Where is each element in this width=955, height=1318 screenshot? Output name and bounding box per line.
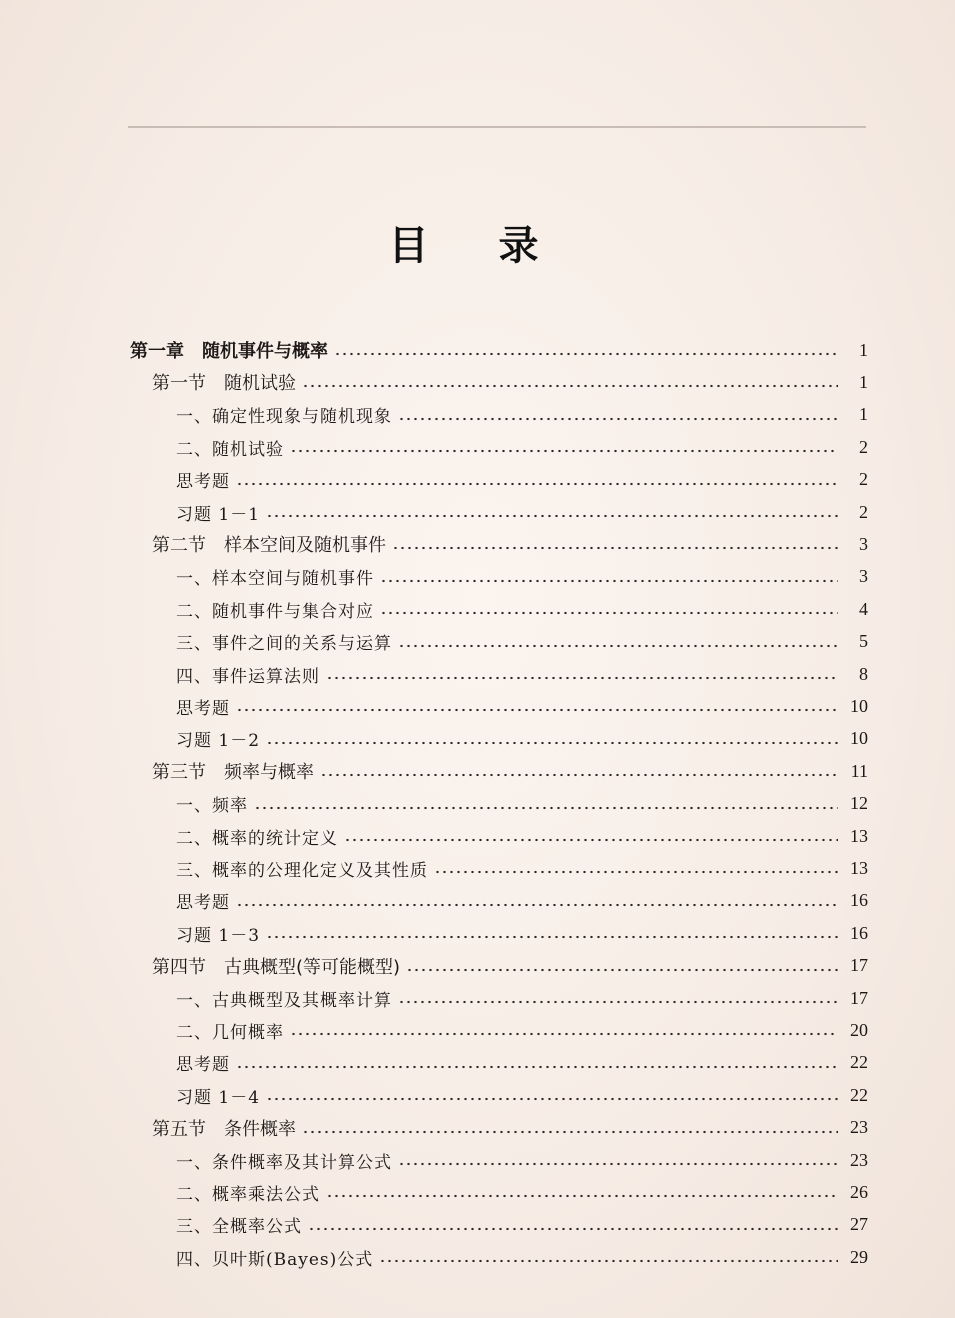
toc-entry-label: 一、频率 [176,796,248,817]
toc-entry-page: 23 [850,1117,868,1138]
toc-entry [130,1209,868,1241]
toc-entry-page: 3 [859,533,868,554]
toc-entry-page: 1 [859,404,868,425]
dot-leader [380,579,838,583]
toc-entry [130,626,868,658]
toc-entry [130,464,868,496]
toc-entry [130,1047,868,1079]
toc-entry-label: 四、贝叶斯(Bayes)公式 [176,1249,374,1270]
toc-entry [130,399,868,431]
toc-entry [130,334,868,366]
dot-leader [266,514,838,518]
toc-entry-page: 22 [850,1052,868,1073]
dot-leader [406,968,838,972]
toc-entry-page: 13 [850,825,868,846]
toc-entry-page: 20 [850,1019,868,1040]
toc-entry-page: 2 [859,501,868,522]
toc-entry-label: 二、概率乘法公式 [176,1184,320,1205]
toc-entry-label: 三、事件之间的关系与运算 [176,634,392,655]
dot-leader [236,1065,838,1069]
toc-entry [130,982,868,1014]
toc-entry-label: 三、全概率公式 [176,1217,302,1238]
dot-leader [398,1000,838,1004]
toc-entry-page: 10 [850,695,868,716]
toc-entry-label: 四、事件运算法则 [176,666,320,687]
toc-title: 目 录 [388,223,567,269]
toc-entry-label: 第五节 条件概率 [152,1118,296,1140]
toc-entry-page: 2 [859,469,868,490]
toc-entry-page: 5 [859,631,868,652]
dot-leader [434,870,838,874]
dot-leader [302,1130,838,1134]
toc-entry [130,1079,868,1111]
toc-entry-label: 三、概率的公理化定义及其性质 [176,860,428,881]
toc-entry-page: 3 [859,566,868,587]
toc-entry-page: 13 [850,857,868,878]
toc-entry [130,561,868,593]
toc-entry-page: 8 [859,663,868,684]
toc-entry-label: 第一节 随机试验 [152,373,296,395]
toc-entry-page: 22 [850,1084,868,1105]
toc-entry [130,496,868,528]
toc-entry [130,1144,868,1176]
toc-entry-page: 17 [850,955,868,976]
toc-entry-page: 2 [859,436,868,457]
dot-leader [326,676,838,680]
dot-leader [254,806,838,810]
toc-entry-page: 4 [859,598,868,619]
toc-entry-label: 习题 1－4 [176,1087,261,1108]
toc-entry [130,852,868,884]
toc-entry-label: 一、确定性现象与随机现象 [176,407,392,428]
toc-entry [130,723,868,755]
toc-entry-page: 1 [859,371,868,392]
toc-entry [130,755,868,787]
toc-entry [130,593,868,625]
toc-entry [130,885,868,917]
dot-leader [344,838,838,842]
dot-leader [326,1194,838,1198]
toc-entry-label: 第四节 古典概型(等可能概型) [152,956,401,978]
toc-entry-page: 12 [850,793,868,814]
toc-entry-page: 26 [850,1181,868,1202]
toc-entry-label: 二、概率的统计定义 [176,828,338,849]
dot-leader [290,1032,838,1036]
toc-entry [130,528,868,560]
dot-leader [379,1259,838,1263]
toc-entry-label: 第一章 随机事件与概率 [130,341,328,362]
toc-entry [130,431,868,463]
toc-entry-label: 一、条件概率及其计算公式 [176,1152,392,1173]
toc-entry-label: 一、古典概型及其概率计算 [176,990,392,1011]
dot-leader [398,644,838,648]
dot-leader [266,1097,838,1101]
toc-entry-page: 16 [850,890,868,911]
dot-leader [302,384,838,388]
toc-entry-label: 习题 1－3 [176,925,261,946]
toc-entry-page: 29 [850,1246,868,1267]
dot-leader [334,352,838,356]
dot-leader [236,708,838,712]
toc-entry-label: 习题 1－1 [176,504,261,525]
toc-entry [130,658,868,690]
toc-entry-label: 二、随机事件与集合对应 [176,601,374,622]
toc-entry [130,917,868,949]
toc-entry-label: 思考题 [176,698,230,719]
dot-leader [380,611,838,615]
toc-entry-page: 16 [850,922,868,943]
toc-entry [130,690,868,722]
toc-entry-label: 思考题 [176,893,230,914]
toc-entry [130,1176,868,1208]
dot-leader [398,417,838,421]
toc-entry-label: 第二节 样本空间及随机事件 [152,535,386,557]
toc-entry-label: 习题 1－2 [176,731,261,752]
dot-leader [266,935,838,939]
dot-leader [320,773,838,777]
toc-entry-page: 1 [859,339,868,360]
toc-entry-page: 27 [850,1214,868,1235]
toc-entry-label: 二、几何概率 [176,1022,284,1043]
toc-entry-label: 第三节 频率与概率 [152,762,314,784]
dot-leader [236,903,838,907]
toc-entry [130,788,868,820]
toc-entry-label: 二、随机试验 [176,439,284,460]
toc-entry-label: 一、样本空间与随机事件 [176,569,374,590]
toc-entry-page: 17 [850,987,868,1008]
toc-entry [130,820,868,852]
dot-leader [236,482,838,486]
bleed-through-rule [128,126,866,128]
dot-leader [290,449,838,453]
toc-entry-page: 23 [850,1149,868,1170]
toc-entry [130,1241,868,1273]
toc-entry [130,1014,868,1046]
toc-entry [130,950,868,982]
toc-entry [130,1112,868,1144]
dot-leader [308,1227,838,1231]
toc-entry-label: 思考题 [176,1055,230,1076]
dot-leader [266,741,838,745]
toc-entry [130,366,868,398]
toc-entry-page: 10 [850,728,868,749]
toc-entry-label: 思考题 [176,472,230,493]
toc-entry-page: 11 [850,760,868,781]
dot-leader [398,1162,838,1166]
dot-leader [392,546,838,550]
